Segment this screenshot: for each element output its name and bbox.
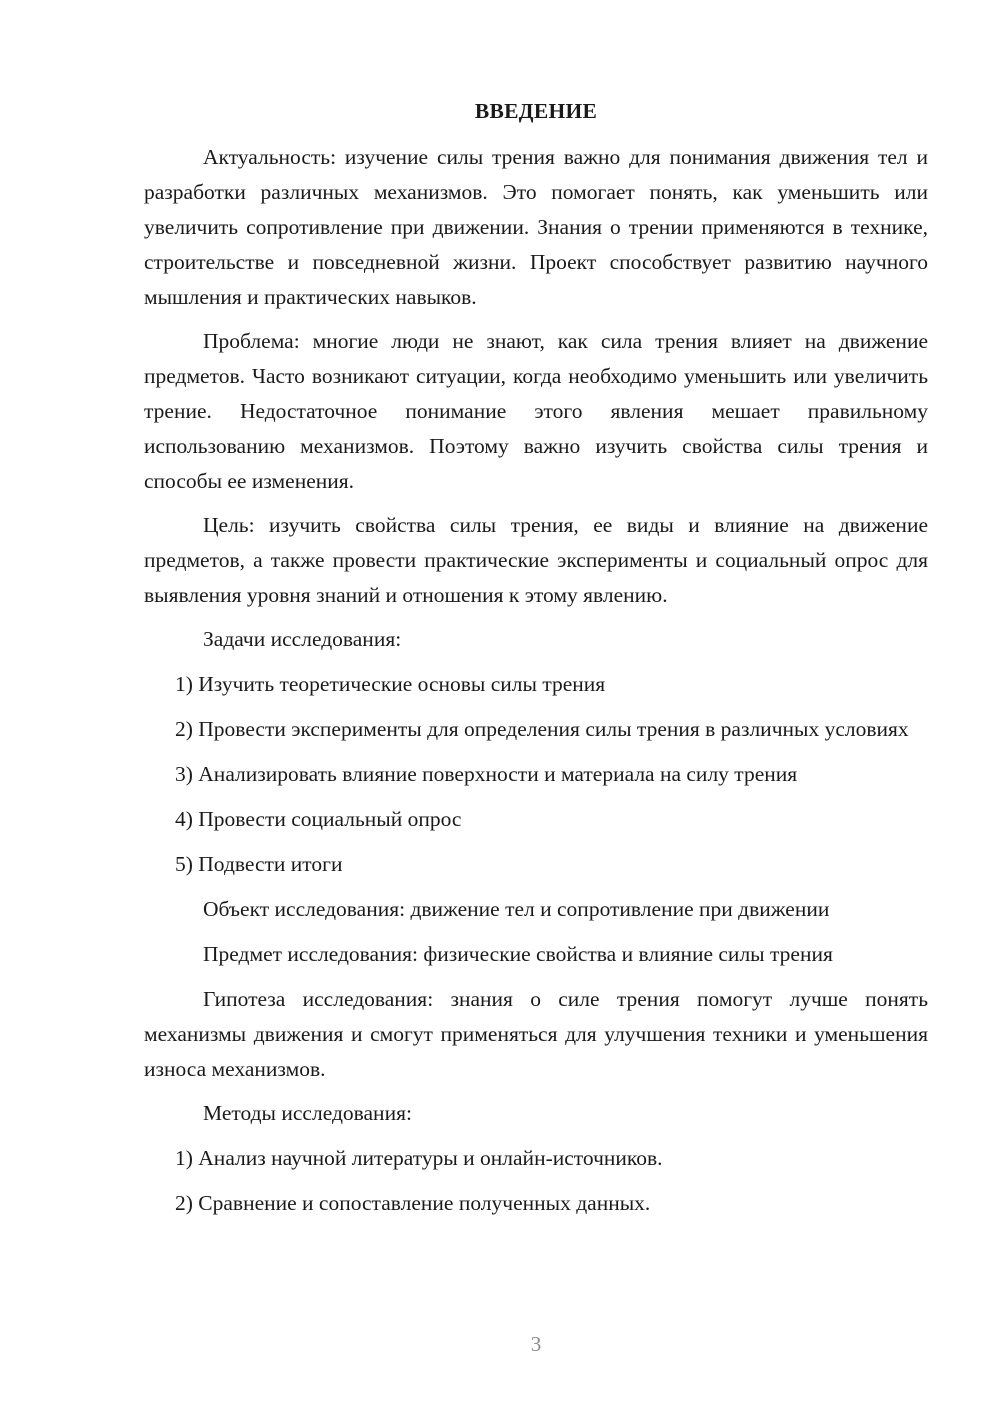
document-page [144,96,928,1231]
hypothesis-paragraph: Гипотеза исследования: знания о силе трения помогут лучше понять механизмы движения и смогут применяться для улучшения техники и уменьшения износа механизмов. [144,987,928,1081]
method-item-1: 1) Анализ научной литературы и онлайн-источников. [175,1146,663,1170]
goal-paragraph: Цель: изучить свойства силы трения, ее виды и влияние на движение предметов, а также провести практические эксперименты и социальный опрос для выявления уровня знаний и отношения к этому явлению. [144,513,928,607]
tasks-heading: Задачи исследования: [203,627,402,651]
task-item-3: 3) Анализировать влияние поверхности и материала на силу трения [175,762,798,786]
task-item-2: 2) Провести эксперименты для определения силы трения в различных условиях [175,717,909,741]
page-title: ВВЕДЕНИЕ [474,99,598,123]
task-item-5: 5) Подвести итоги [175,852,343,876]
methods-heading: Методы исследования: [203,1101,412,1125]
research-object: Объект исследования: движение тел и сопротивление при движении [203,897,830,921]
method-item-2: 2) Сравнение и сопоставление полученных данных. [175,1191,651,1215]
page-number: 3 [530,1332,542,1356]
problem-paragraph: Проблема: многие люди не знают, как сила трения влияет на движение предметов. Часто возникают ситуации, когда необходимо уменьшить или увеличить трение. Недостаточное понимание этого явления мешает правильному использованию механизмов. Поэтому важно изучить свойства силы трения и способы ее изменения. [144,329,928,493]
task-item-1: 1) Изучить теоретические основы силы трения [175,672,606,696]
relevance-paragraph: Актуальность: изучение силы трения важно для понимания движения тел и разработки различных механизмов. Это помогает понять, как уменьшить или увеличить сопротивление при движении. Знания о трении применяются в технике, строительстве и повседневной жизни. Проект способствует развитию научного мышления и практических навыков. [144,145,928,309]
task-item-4: 4) Провести социальный опрос [175,807,462,831]
research-subject: Предмет исследования: физические свойства и влияние силы трения [203,942,833,966]
